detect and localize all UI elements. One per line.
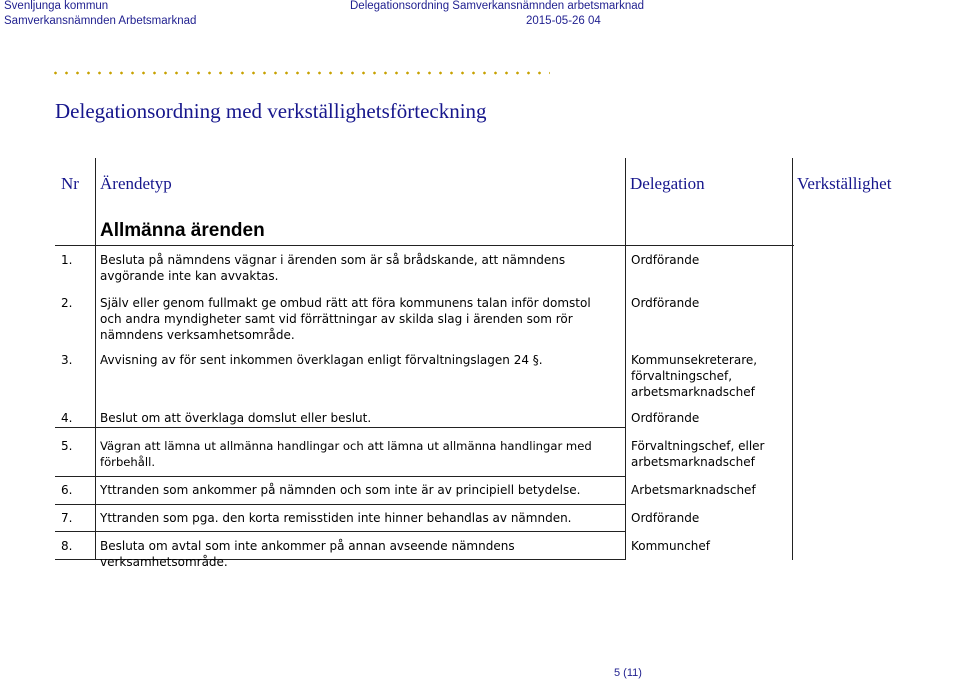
row-divider (55, 245, 794, 246)
page-title: Delegationsordning med verkställighetsförteckning (55, 99, 487, 123)
row-arendetyp: Yttranden som pga. den korta remisstiden inte hinner behandlas av nämnden. (100, 511, 572, 525)
row-arendetyp: Beslut om att överklaga domslut eller beslut. (100, 411, 372, 425)
header-org: Svenljunga kommun (4, 0, 109, 12)
row-arendetyp: Yttranden som ankommer på nämnden och som inte är av principiell betydelse. (100, 483, 581, 497)
row-arendetyp: Vägran att lämna ut allmänna handlingar och att lämna ut allmänna handlingar med förbehåll. (100, 439, 592, 469)
column-divider-delegation (792, 158, 793, 560)
column-divider-arendetyp (625, 158, 626, 560)
row-delegation: Ordförande (631, 253, 700, 267)
row-nr: 5. (61, 439, 73, 453)
row-arendetyp: Besluta om avtal som inte ankommer på annan avseende nämndens verksamhetsområde. (100, 539, 515, 569)
row-delegation: Förvaltningschef, eller arbetsmarknadschef (631, 439, 765, 469)
row-delegation: Arbetsmarknadschef (631, 483, 756, 497)
row-delegation: Ordförande (631, 511, 700, 525)
column-header-nr: Nr (61, 174, 79, 193)
row-divider (55, 476, 625, 477)
column-header-delegation: Delegation (630, 174, 705, 193)
row-delegation: Kommunchef (631, 539, 711, 553)
row-delegation: Ordförande (631, 411, 700, 425)
header-doc-title: Delegationsordning Samverkansnämnden arbetsmarknad (350, 0, 645, 12)
row-delegation: Ordförande (631, 296, 700, 310)
row-divider (55, 531, 625, 532)
page-number: 5 (11) (614, 667, 642, 679)
header-date: 2015-05-26 04 (526, 15, 601, 27)
column-header-arendetyp: Ärendetyp (100, 174, 172, 193)
row-delegation: Kommunsekreterare, förvaltningschef, arbetsmarknadschef (631, 353, 758, 399)
row-nr: 6. (61, 483, 73, 497)
dotted-divider (50, 70, 550, 76)
row-nr: 8. (61, 539, 73, 553)
row-nr: 4. (61, 411, 73, 425)
section-heading: Allmänna ärenden (100, 220, 265, 241)
row-nr: 7. (61, 511, 73, 525)
column-header-verkstallighet: Verkställighet (797, 174, 892, 193)
row-arendetyp: Själv eller genom fullmakt ge ombud rätt att föra kommunens talan inför domstol och andra myndigheter samt vid förrättningar av skilda slag i ärenden som rör nämndens verksamhetsområde. (100, 296, 591, 342)
row-nr: 3. (61, 353, 73, 367)
header-committee: Samverkansnämnden Arbetsmarknad (4, 15, 197, 27)
row-arendetyp: Avvisning av för sent inkommen överklagan enligt förvaltningslagen 24 §. (100, 353, 543, 367)
row-nr: 1. (61, 253, 73, 267)
row-divider (55, 504, 625, 505)
row-divider (55, 427, 625, 428)
row-nr: 2. (61, 296, 73, 310)
row-arendetyp: Besluta på nämndens vägnar i ärenden som är så brådskande, att nämndens avgörande inte kan avvaktas. (100, 253, 566, 283)
column-divider-nr (95, 158, 96, 560)
